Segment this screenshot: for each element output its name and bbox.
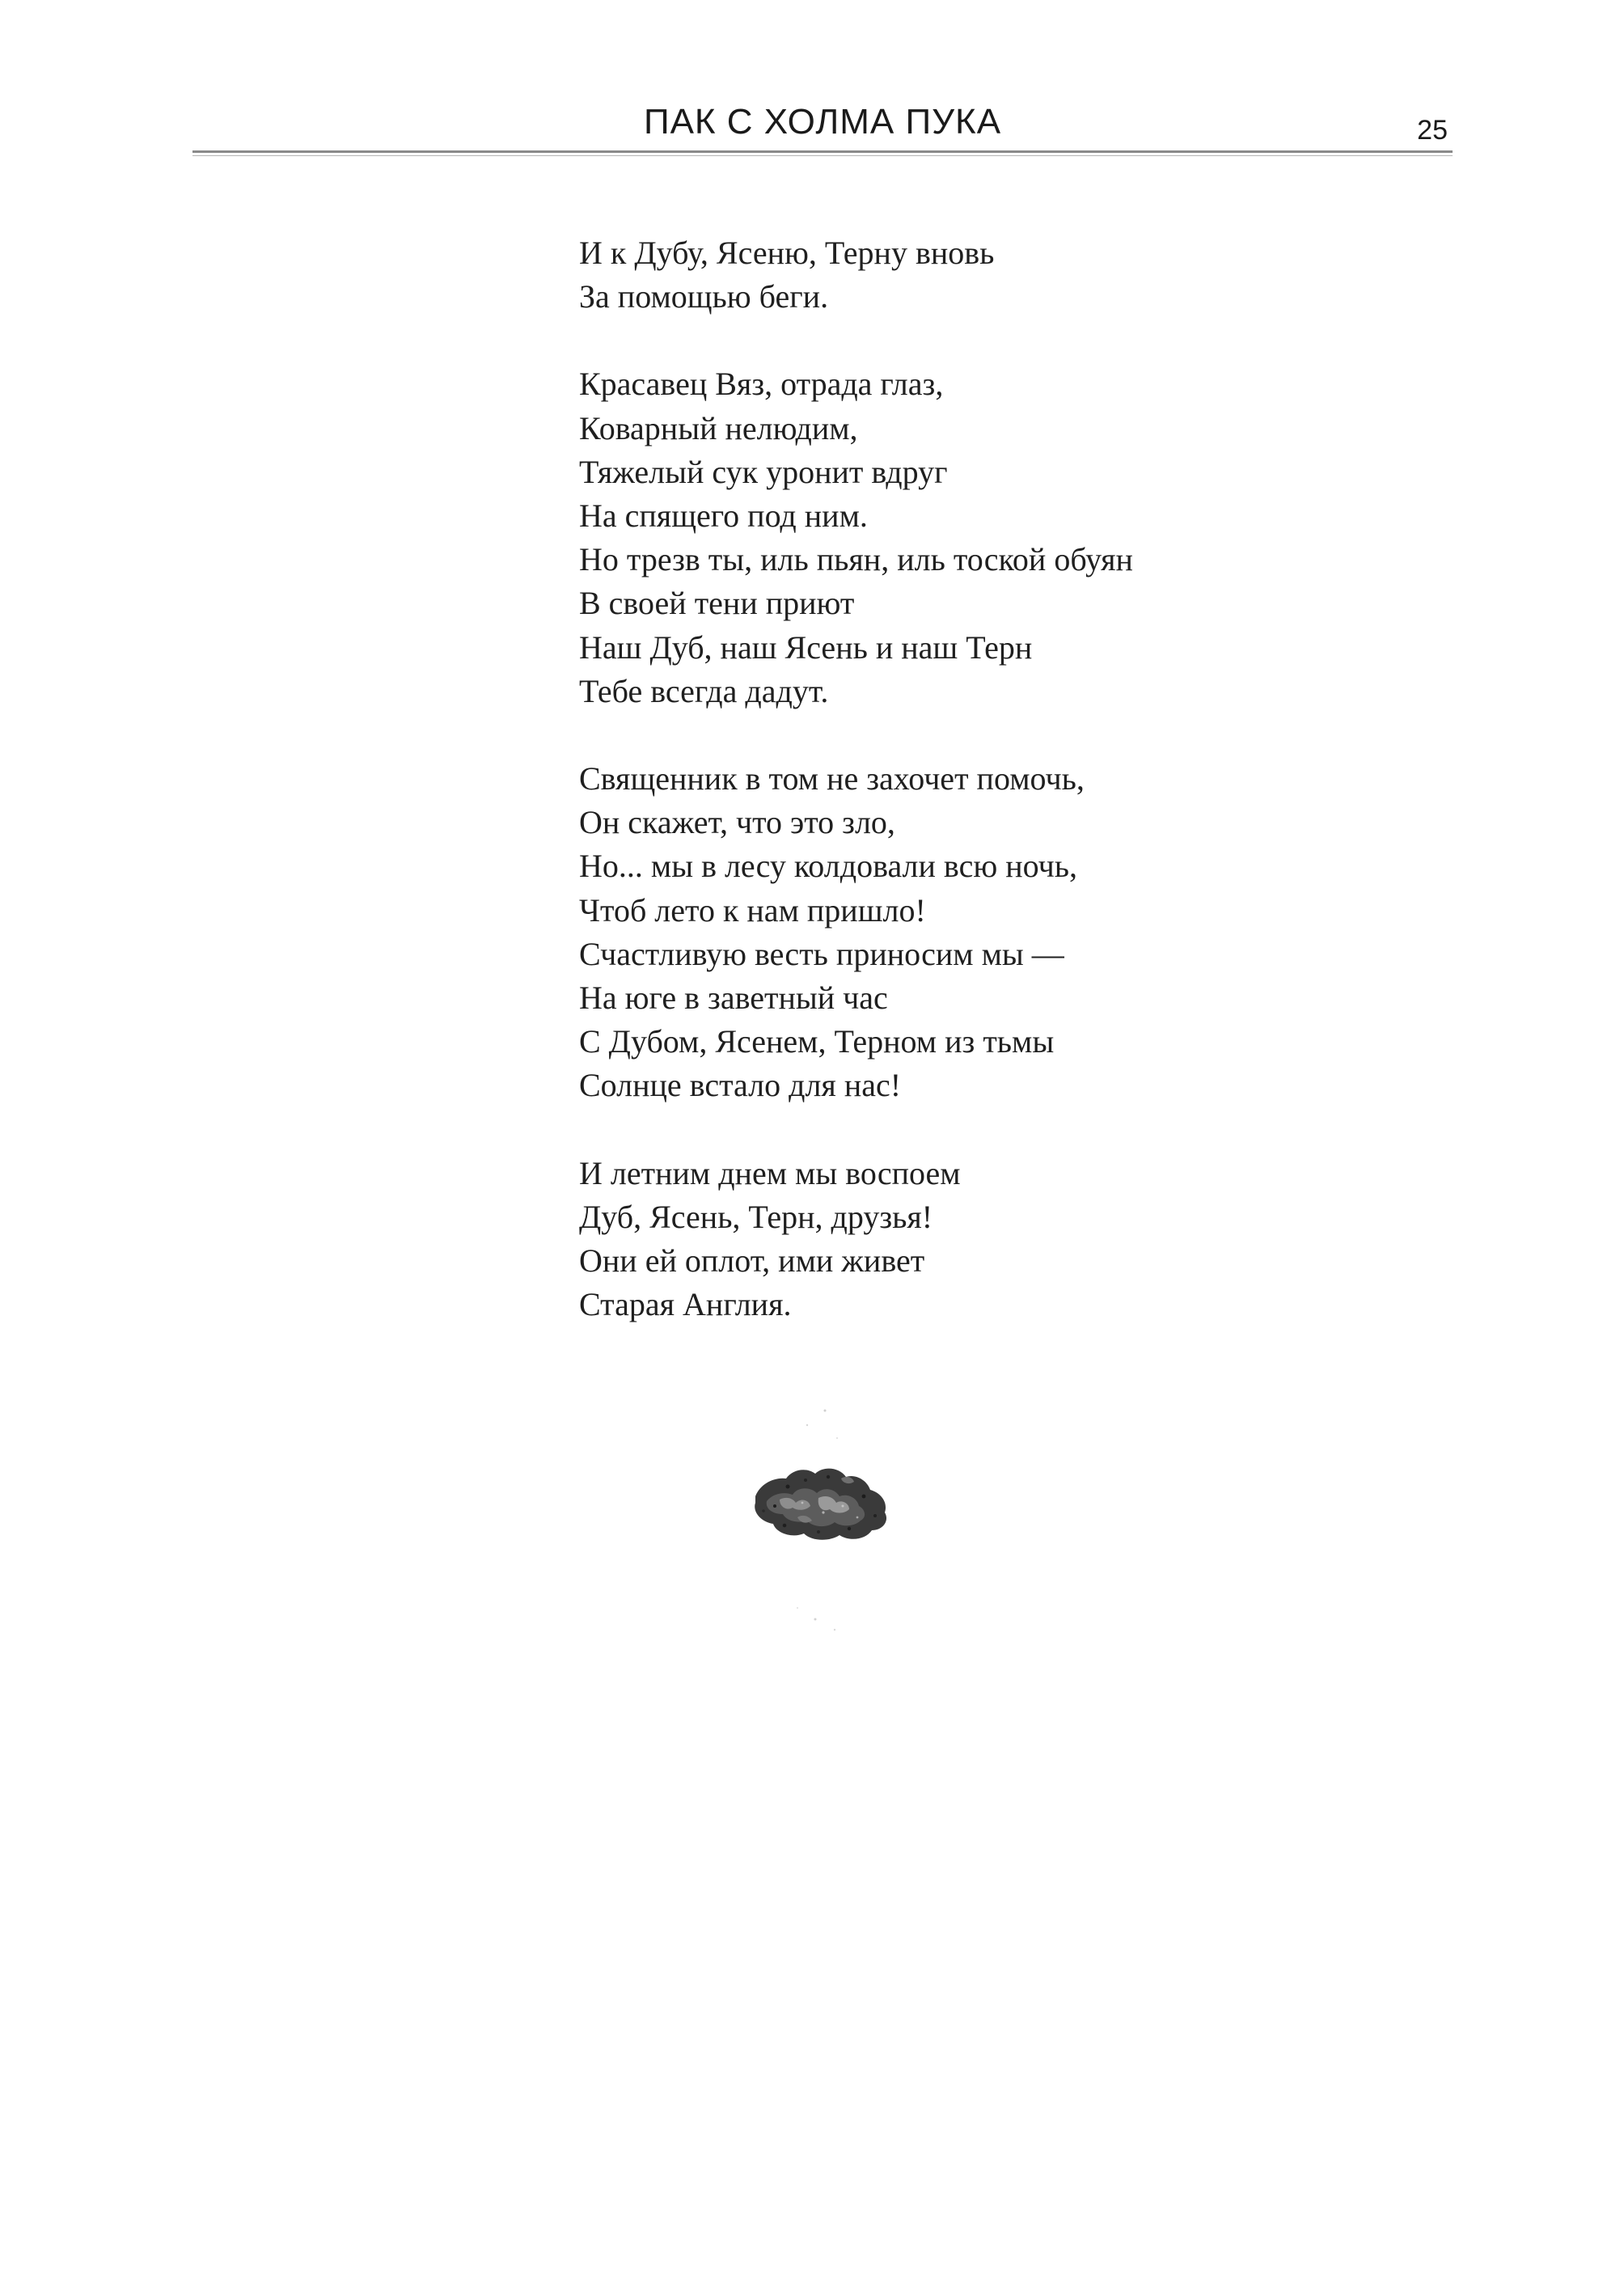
- poem-line: Священник в том не захочет помочь,: [579, 760, 1085, 797]
- poem-line: На спящего под ним.: [579, 497, 868, 535]
- running-title: ПАК С ХОЛМА ПУКА: [643, 102, 1002, 142]
- poem-line: С Дубом, Ясенем, Терном из тьмы: [579, 1023, 1055, 1060]
- poem-line: Солнце встало для нас!: [579, 1067, 902, 1104]
- poem-line: Но трезв ты, иль пьян, иль тоской обуян: [579, 541, 1133, 578]
- poem-line: Но... мы в лесу колдовали всю ночь,: [579, 848, 1077, 885]
- poem-line: Он скажет, что это зло,: [579, 804, 895, 841]
- poem-line: Коварный нелюдим,: [579, 409, 858, 446]
- poem-line: На юге в заветный час: [579, 979, 888, 1017]
- page-number: 25: [1417, 115, 1448, 146]
- poem-line: Красавец Вяз, отрада глаз,: [579, 366, 944, 403]
- poem-line: Тебе всегда дадут.: [579, 672, 829, 709]
- poem-line: Тяжелый сук уронит вдруг: [579, 453, 948, 490]
- poem-line: Они ей оплот, ими живет: [579, 1242, 925, 1280]
- poem-line: Наш Дуб, наш Ясень и наш Терн: [579, 628, 1033, 666]
- poem-line: И к Дубу, Ясеню, Терну вновь: [579, 235, 995, 271]
- stanza: [579, 362, 1469, 713]
- poem-line: Чтоб лето к нам пришло!: [579, 891, 926, 929]
- stanza: [579, 231, 1469, 319]
- poem-line: Дуб, Ясень, Терн, друзья!: [579, 1198, 933, 1235]
- poem-line: Старая Англия.: [579, 1286, 792, 1323]
- foliage-vignette-icon: [728, 1399, 922, 1642]
- poem-line: Счастливую весть приносим мы —: [579, 935, 1064, 972]
- stanza: [579, 757, 1469, 1108]
- poem-body: [579, 231, 1469, 1370]
- header-rule-thin: [192, 155, 1453, 156]
- poem-line: В своей тени приют: [579, 585, 855, 622]
- poem-line: И летним днем мы воспоем: [579, 1154, 961, 1191]
- poem-line: За помощью беги.: [579, 278, 829, 315]
- stanza: [579, 1152, 1469, 1327]
- header-rule: [192, 150, 1453, 153]
- page-header: [192, 99, 1453, 155]
